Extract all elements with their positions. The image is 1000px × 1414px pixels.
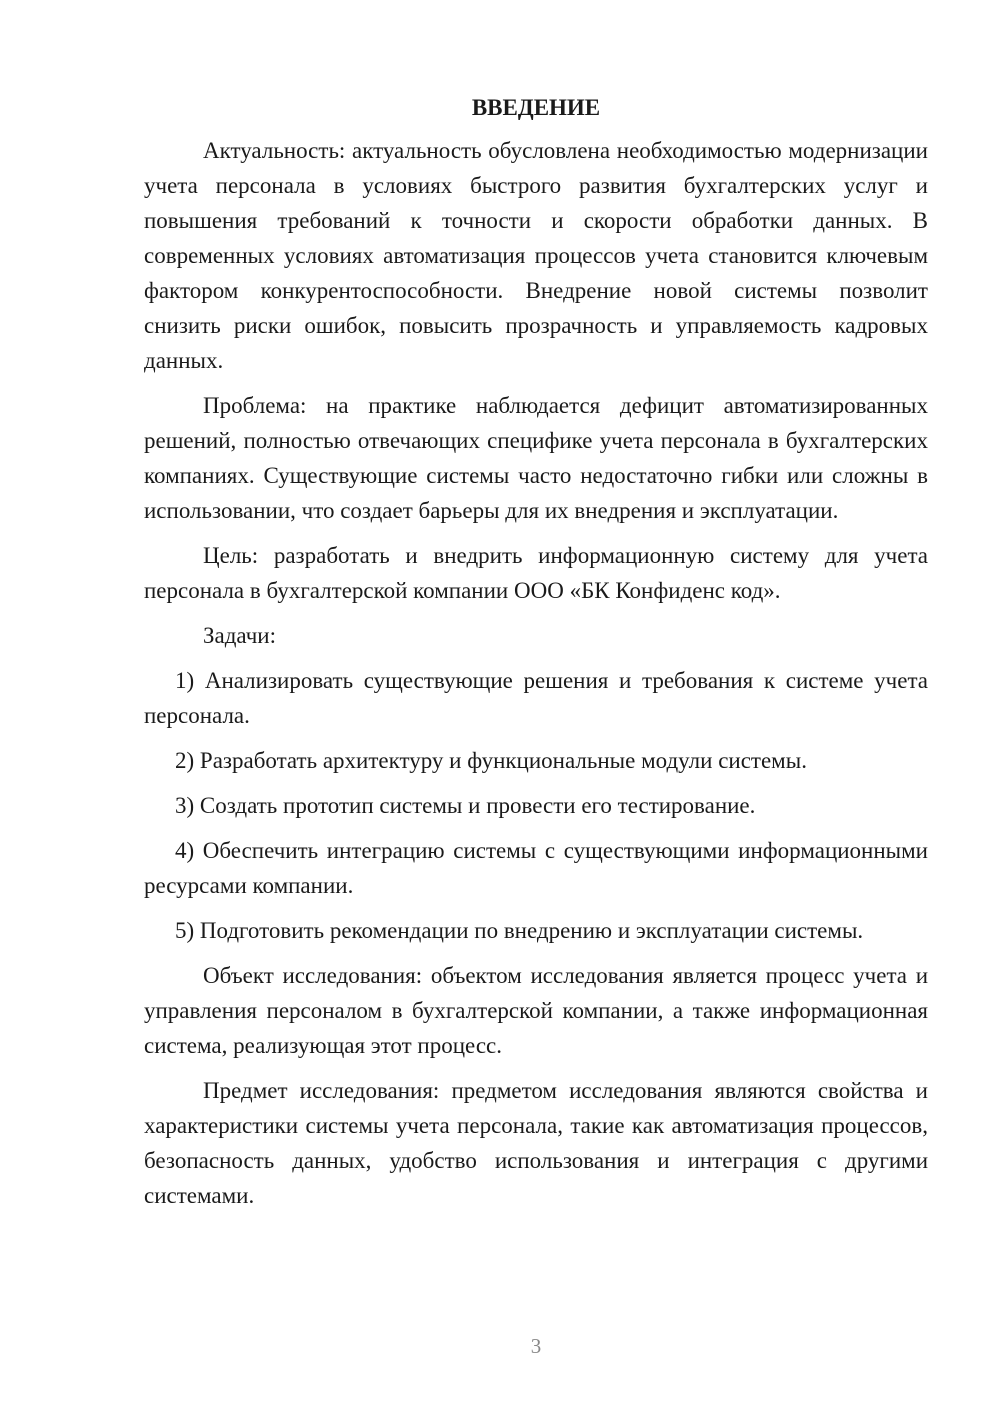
tasks-list [144, 663, 928, 948]
section-heading: ВВЕДЕНИЕ [471, 95, 601, 120]
goal-paragraph: Цель: разработать и внедрить информационную систему для учета персонала в бухгалтерской компании ООО «БК Конфиденс код». [144, 543, 928, 603]
object-paragraph: Объект исследования: объектом исследования является процесс учета и управления персоналом в бухгалтерской компании, а также информационная система, реализующая этот процесс. [144, 963, 928, 1058]
subject-paragraph: Предмет исследования: предметом исследования являются свойства и характеристики системы учета персонала, такие как автоматизация процессов, безопасность данных, удобство использования и интеграция с другими системами. [144, 1078, 928, 1208]
task-item-1: 1) Анализировать существующие решения и требования к системе учета персонала. [144, 668, 928, 728]
task-item-3: 3) Создать прототип системы и провести его тестирование. [175, 793, 756, 818]
relevance-paragraph: Актуальность: актуальность обусловлена необходимостью модернизации учета персонала в условиях быстрого развития бухгалтерских услуг и повышения требований к точности и скорости обработки данных. В современных условиях автоматизация процессов учета становится ключевым фактором конкурентоспособности. Внедрение новой системы позволит снизить риски ошибок, повысить прозрачность и управляемость кадровых данных. [144, 138, 928, 373]
task-item-5: 5) Подготовить рекомендации по внедрению и эксплуатации системы. [175, 918, 864, 943]
task-item-4: 4) Обеспечить интеграцию системы с существующими информационными ресурсами компании. [144, 838, 928, 898]
page-number: 3 [530, 1334, 542, 1358]
task-item-2: 2) Разработать архитектуру и функциональные модули системы. [175, 748, 807, 773]
page-content [144, 90, 928, 1223]
problem-paragraph: Проблема: на практике наблюдается дефицит автоматизированных решений, полностью отвечающих специфике учета персонала в бухгалтерских компаниях. Существующие системы часто недостаточно гибки или сложны в использовании, что создает барьеры для их внедрения и эксплуатации. [144, 393, 928, 523]
tasks-label: Задачи: [203, 623, 276, 648]
